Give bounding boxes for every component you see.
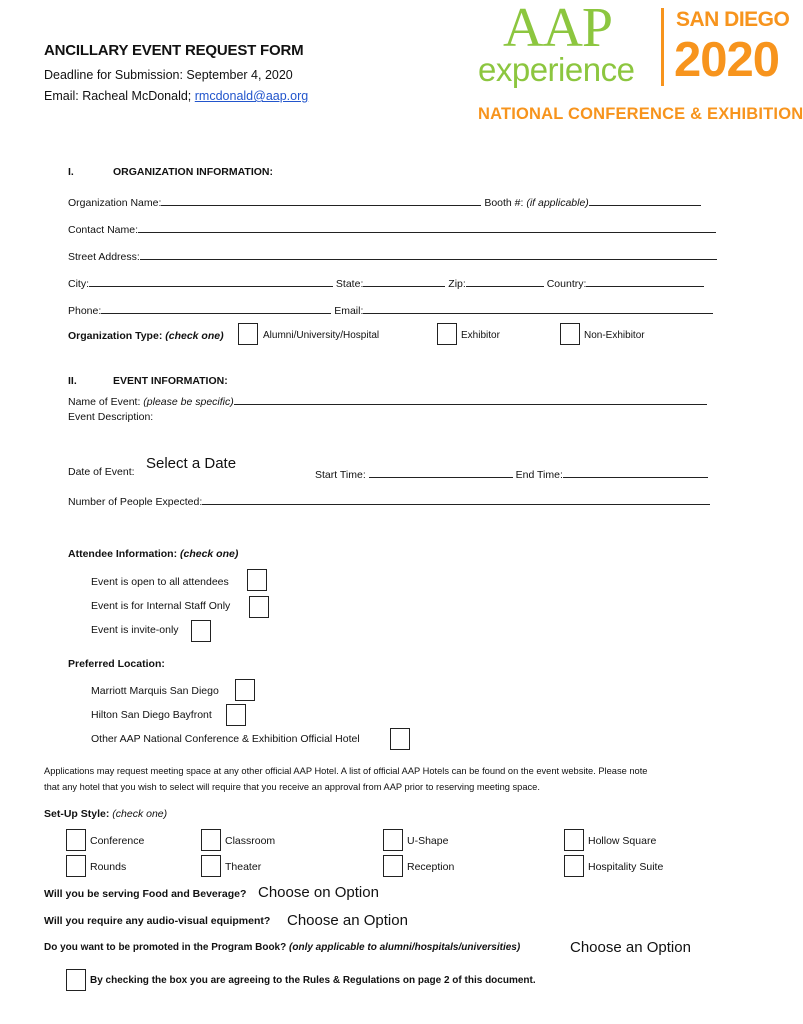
org-type-alumni-checkbox[interactable] (238, 323, 258, 345)
notice-line-2: that any hotel that you wish to select will require that you receive an approval from AAP prior to reserving meeting space. (44, 782, 540, 792)
location-hilton-checkbox[interactable] (226, 704, 246, 726)
location-other-checkbox[interactable] (390, 728, 410, 750)
section2-title: EVENT INFORMATION: (113, 375, 228, 387)
attendee-note: (check one) (180, 548, 239, 560)
country-field[interactable] (586, 275, 704, 287)
av-dropdown[interactable]: Choose an Option (287, 912, 408, 929)
event-description-field[interactable] (68, 426, 718, 456)
email-field[interactable] (363, 302, 713, 314)
setup-title (44, 808, 167, 820)
location-other-label: Other AAP National Conference & Exhibition Official Hotel (91, 733, 360, 745)
setup-rounds-label: Rounds (90, 861, 127, 873)
street-row (68, 248, 717, 263)
attendee-title-text: Attendee Information: (68, 548, 180, 560)
org-type-alumni-label: Alumni/University/Hospital (263, 330, 380, 341)
attendee-open-label: Event is open to all attendees (91, 576, 229, 588)
logo-divider (661, 8, 664, 86)
org-type-exhibitor-checkbox[interactable] (437, 323, 457, 345)
setup-conference-label: Conference (90, 835, 145, 847)
setup-classroom-checkbox[interactable] (201, 829, 221, 851)
org-type-non-exhibitor-checkbox[interactable] (560, 323, 580, 345)
city-label: City: (68, 278, 89, 290)
people-row (68, 493, 710, 508)
setup-reception-checkbox[interactable] (383, 855, 403, 877)
attendee-invite-label: Event is invite-only (91, 624, 179, 636)
date-picker[interactable]: Select a Date (146, 455, 237, 472)
city-row (68, 275, 704, 290)
event-description-label: Event Description: (68, 411, 154, 423)
org-type-exhibitor-label: Exhibitor (461, 330, 500, 341)
form-title: ANCILLARY EVENT REQUEST FORM (44, 42, 304, 59)
logo-tagline: NATIONAL CONFERENCE & EXHIBITION (478, 104, 803, 123)
event-name-field[interactable] (234, 393, 707, 405)
food-dropdown[interactable]: Choose on Option (258, 884, 379, 901)
org-type-label (68, 330, 224, 342)
location-marriott-checkbox[interactable] (235, 679, 255, 701)
promo-question-text: Do you want to be promoted in the Program Book? (44, 942, 290, 953)
setup-title-text: Set-Up Style: (44, 808, 113, 820)
state-label: State: (335, 278, 364, 290)
section2-number: II. (68, 375, 77, 387)
end-time-label: End Time: (515, 469, 563, 481)
logo-experience: experience (478, 51, 635, 88)
contact-field[interactable] (138, 221, 716, 233)
setup-hospitality-checkbox[interactable] (564, 855, 584, 877)
city-field[interactable] (89, 275, 333, 287)
setup-theater-label: Theater (225, 861, 262, 873)
deadline-text: Deadline for Submission: September 4, 2020 (44, 68, 293, 82)
agree-checkbox[interactable] (66, 969, 86, 991)
promo-question (44, 942, 520, 953)
street-field[interactable] (140, 248, 717, 260)
state-field[interactable] (363, 275, 445, 287)
attendee-staff-checkbox[interactable] (249, 596, 269, 618)
date-label: Date of Event: (68, 466, 135, 478)
street-label: Street Address: (68, 251, 140, 263)
org-type-text: Organization Type: (68, 330, 166, 342)
section1-number: I. (68, 166, 74, 178)
av-question: Will you require any audio-visual equipment? (44, 915, 271, 927)
country-label: Country: (546, 278, 587, 290)
setup-rounds-checkbox[interactable] (66, 855, 86, 877)
setup-hospitality-label: Hospitality Suite (588, 861, 664, 873)
org-name-label: Organization Name: (68, 197, 162, 209)
zip-field[interactable] (466, 275, 544, 287)
event-name-label: Name of Event: (68, 396, 144, 408)
setup-theater-checkbox[interactable] (201, 855, 221, 877)
end-time-field[interactable] (563, 466, 708, 478)
logo-aap: AAP (503, 0, 613, 59)
event-name-row (68, 393, 707, 408)
attendee-staff-label: Event is for Internal Staff Only (91, 600, 231, 612)
org-type-note: (check one) (165, 330, 224, 342)
logo-year: 2020 (674, 33, 780, 87)
booth-label: Booth #: (484, 197, 527, 209)
time-row (315, 466, 708, 481)
food-question: Will you be serving Food and Beverage? (44, 888, 247, 900)
start-time-label: Start Time: (315, 469, 366, 481)
contact-label: Contact Name: (68, 224, 139, 236)
attendee-invite-checkbox[interactable] (191, 620, 211, 642)
notice-line-1: Applications may request meeting space at any other official AAP Hotel. A list of official AAP Hotels can be found on the event website. Please note (44, 766, 648, 776)
attendee-open-checkbox[interactable] (247, 569, 267, 591)
email-link[interactable]: rmcdonald@aap.org (194, 89, 309, 103)
phone-field[interactable] (101, 302, 331, 314)
start-time-field[interactable] (369, 466, 513, 478)
org-name-field[interactable] (161, 194, 481, 206)
email-line (44, 89, 308, 103)
booth-note: (if applicable) (526, 197, 589, 209)
setup-ushape-label: U-Shape (407, 835, 449, 847)
email-prefix: Email: Racheal McDonald; (44, 89, 195, 103)
contact-row (68, 221, 716, 236)
logo-city: SAN DIEGO (676, 8, 790, 31)
booth-field[interactable] (589, 194, 701, 206)
agree-label: By checking the box you are agreeing to the Rules & Regulations on page 2 of this document. (90, 975, 536, 986)
setup-reception-label: Reception (407, 861, 455, 873)
people-field[interactable] (202, 493, 710, 505)
email-label: Email: (334, 305, 364, 317)
setup-classroom-label: Classroom (225, 835, 276, 847)
location-hilton-label: Hilton San Diego Bayfront (91, 709, 212, 721)
attendee-title (68, 548, 238, 560)
setup-hollow-checkbox[interactable] (564, 829, 584, 851)
setup-ushape-checkbox[interactable] (383, 829, 403, 851)
promo-dropdown[interactable]: Choose an Option (570, 939, 691, 956)
location-marriott-label: Marriott Marquis San Diego (91, 685, 219, 697)
event-name-note: (please be specific) (143, 396, 234, 408)
phone-row (68, 302, 713, 317)
people-label: Number of People Expected: (68, 496, 203, 508)
setup-hollow-label: Hollow Square (588, 835, 657, 847)
org-type-non-exhibitor-label: Non-Exhibitor (584, 330, 645, 341)
org-name-row (68, 194, 701, 209)
promo-note: (only applicable to alumni/hospitals/universities) (289, 942, 521, 953)
setup-conference-checkbox[interactable] (66, 829, 86, 851)
location-title: Preferred Location: (68, 658, 165, 670)
setup-note: (check one) (112, 808, 168, 820)
section1-title: ORGANIZATION INFORMATION: (113, 166, 274, 178)
zip-label: Zip: (448, 278, 466, 290)
phone-label: Phone: (68, 305, 102, 317)
